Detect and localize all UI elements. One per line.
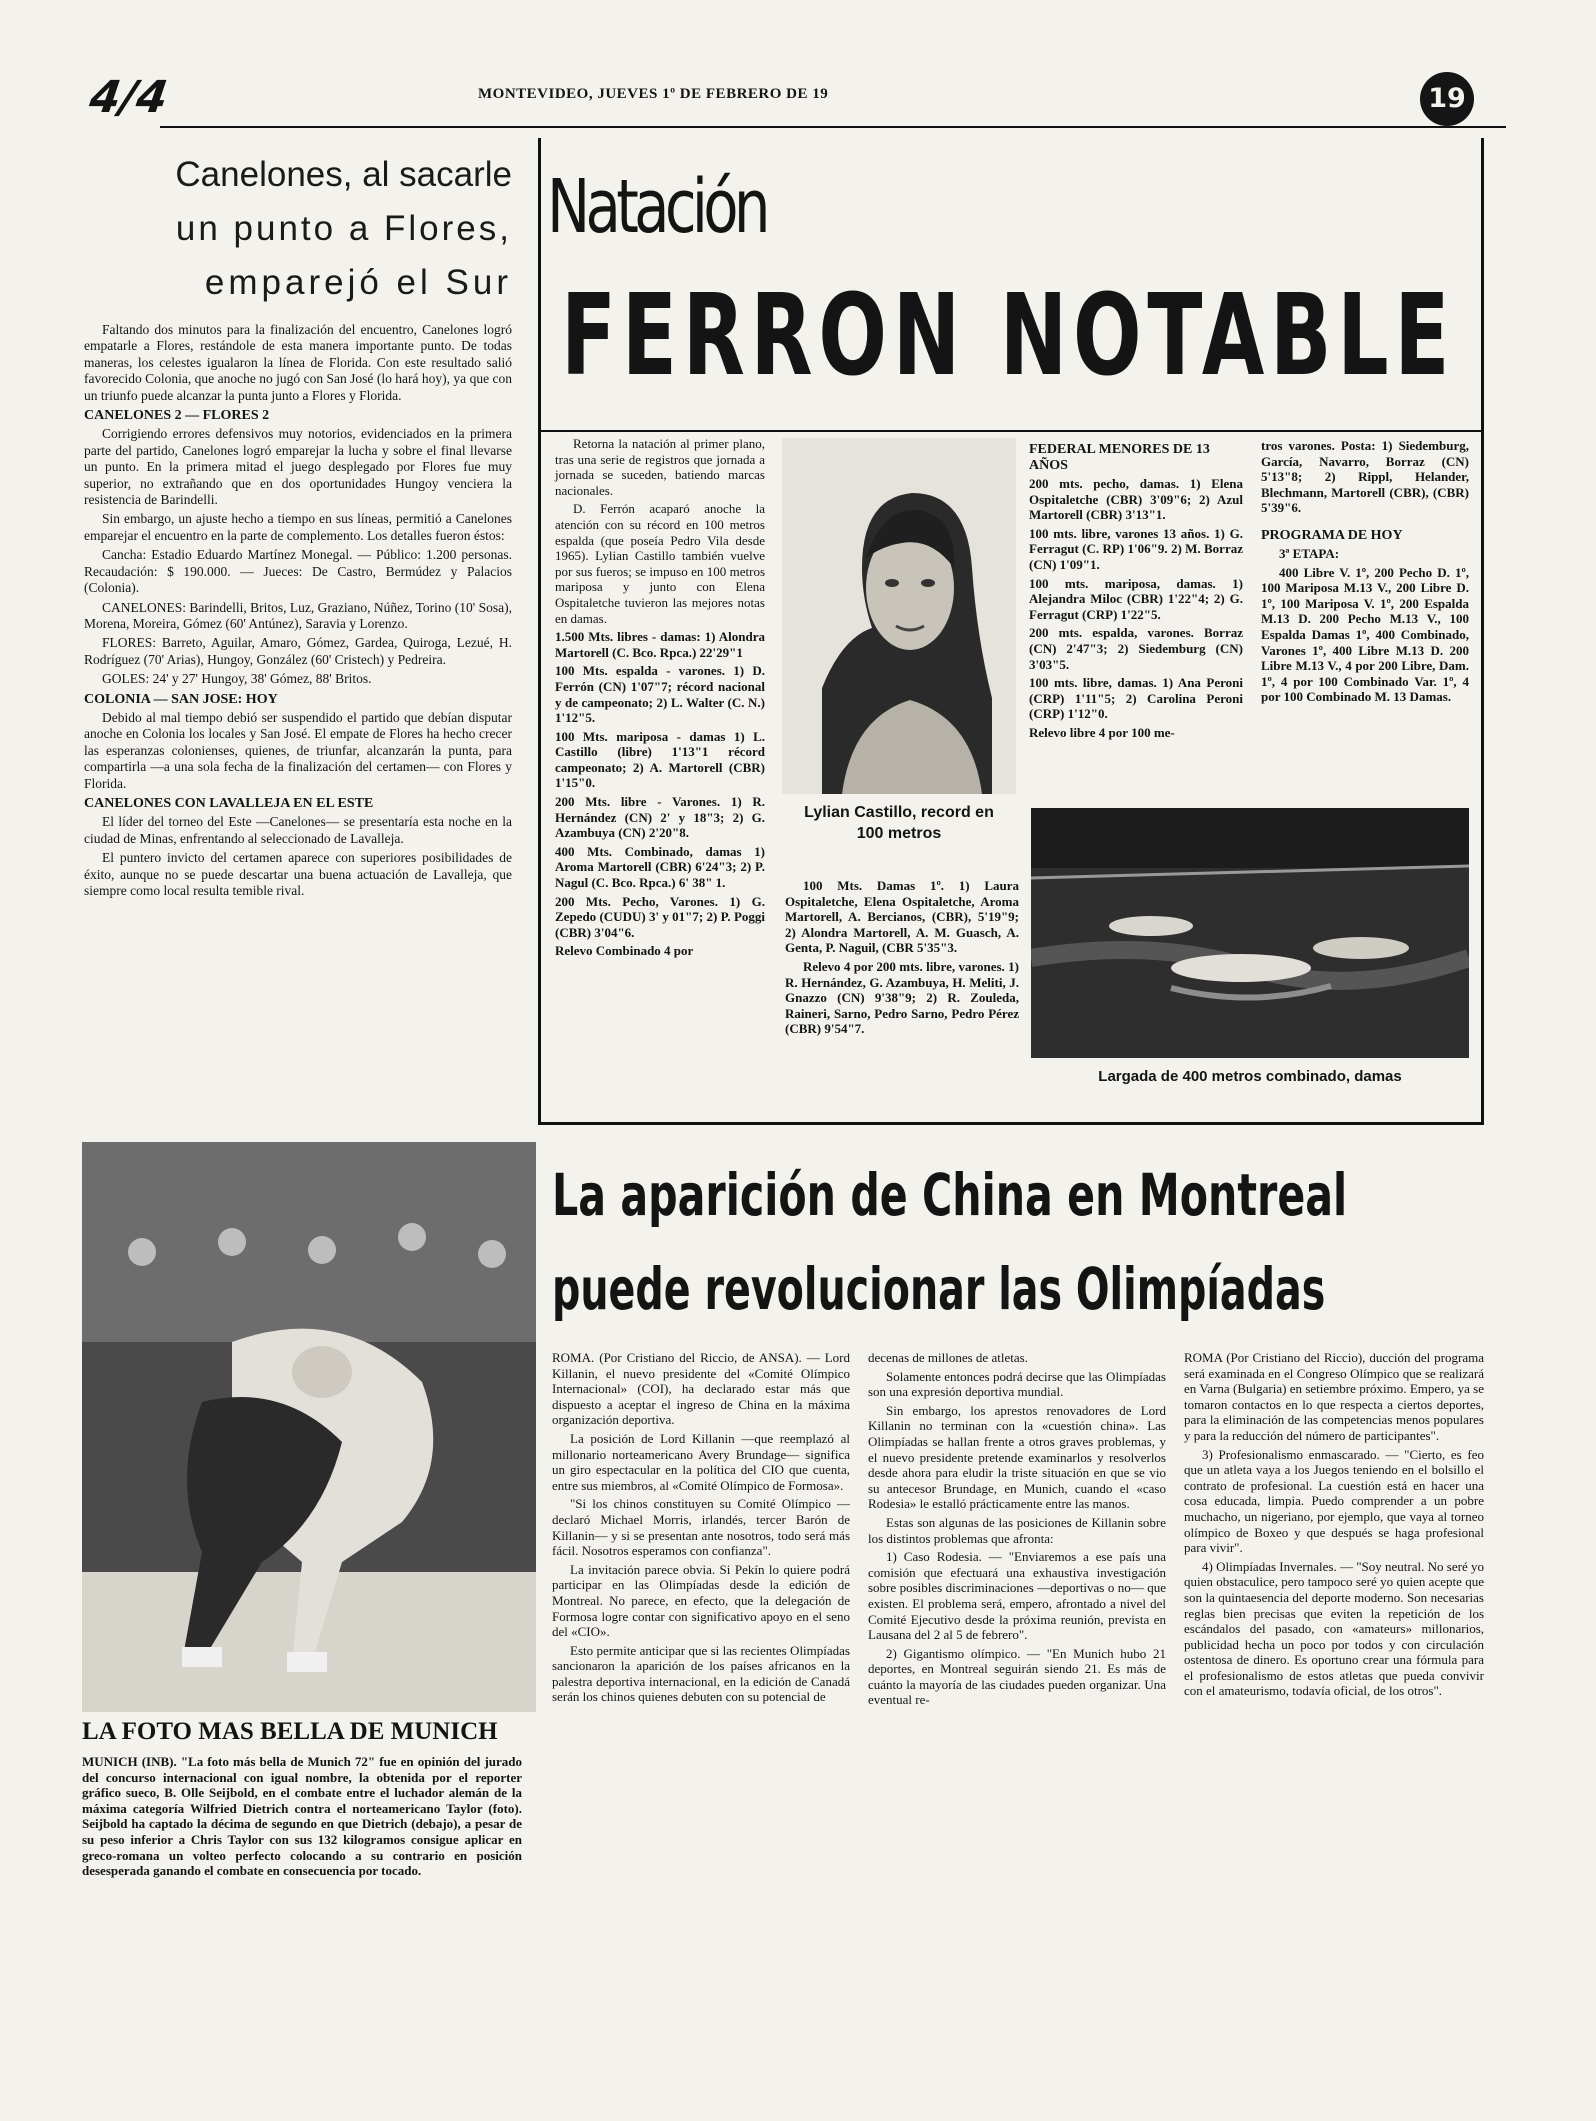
result: 200 Mts. Pecho, Varones. 1) G. Zepedo (CUDU) 3' y 01"7; 2) P. Poggi (CBR) 3'04"6. (555, 893, 765, 940)
paragraph: ROMA. (Por Cristiano del Riccio, de ANSA). — Lord Killanin, el nuevo presidente del «Comité Olímpico Internacional» (COI), ha declarado estar más que dispuesto a aceptar el ingreso de China en la máxima organización deportiva. (552, 1350, 850, 1428)
china-col1 (552, 1350, 850, 1708)
portrait-illustration (782, 438, 1016, 794)
paragraph: decenas de millones de atletas. (868, 1350, 1028, 1365)
programa-list (1261, 546, 1469, 705)
munich-body: MUNICH (INB). "La foto más bella de Munich 72" fue en opinión del jurado del concurso internacional con igual nombre, la obtenida por el reporter gráfico sueco, B. Olle Seijbold, en el combate entre el luchador alemán de la máxima categoría Wilfried Dietrich contra el norteamericano Taylor (foto). Seijbold ha captado la décima de segundo en que Dietrich (debajo), a pesar de su peso inferior a Chris Taylor con sus 132 kilogramos consigue aplicar en greco-romana un volteo perfecto colocando a su contrario en posición desesperada ganando el combate en consecuencia por tocado. (82, 1754, 522, 1879)
result: 200 Mts. libre - Varones. 1) R. Hernández (CN) 2' y 18"3; 2) G. Azambuya (CN) 2'20"8. (555, 794, 765, 841)
china-headline-2: puede revolucionar las Olimpíadas (552, 1255, 1326, 1323)
subhead: CANELONES 2 — FLORES 2 (84, 408, 270, 424)
result: 1.500 Mts. libres - damas: 1) Alondra Martorell (C. Bco. Rpca.) 22'29"1 (555, 629, 765, 660)
masthead-rule (160, 126, 1506, 128)
paragraph: 1) Caso Rodesia. — "Enviaremos a ese país una comisión que efectuará una exhaustiva investigación sobre posibles discriminaciones —deportivas o no— que existen. El problema será, empero, afrontado a nivel del Comité Ejecutivo desde la próxima reunión, prevista en Lausana del 2 al 5 de febrero". (868, 1549, 1166, 1643)
headline-line: Canelones, al sacarle (175, 155, 512, 194)
subhead: PROGRAMA DE HOY (1261, 527, 1403, 543)
natacion-col4 (1261, 438, 1469, 708)
china-col3 (1184, 1350, 1484, 1702)
headline-rule (541, 430, 1481, 432)
paragraph: 2) Gigantismo olímpico. — "En Munich hubo 21 deportes, en Montreal seguirán siendo 21. Es más de cuánto la mayoría de las ciudades pueden organizar. Una eventual re- (868, 1645, 1166, 1708)
result: Relevo libre 4 por 100 me- (1029, 724, 1175, 740)
masthead (86, 70, 1500, 130)
result: 100 Mts. Damas 1º. 1) Laura Ospitaletche, Elena Ospitaletche, Aroma Martorell, A. Bercianos, (CBR), 5'19"9; 2) Alondra Martorell, A. M. Guasch, A. Genta, P. Naguil, (CBR 5'35"3. (785, 878, 1019, 956)
headline-line: un punto a Flores, (175, 209, 512, 248)
paragraph: El líder del torneo del Este —Canelones— se presentaría esta noche en la ciudad de Minas, enfrentando al seleccionado de Lavalleja. (84, 814, 512, 846)
paragraph: FLORES: Barreto, Aguilar, Amaro, Gómez, Gardea, Quiroga, Lezué, H. Rodríguez (70' Arias), Hungoy, González (60' Cristech) y Pedreira. (84, 635, 512, 667)
newspaper-logo: 4/4 (86, 72, 171, 123)
result: 200 mts. pecho, damas. 1) Elena Ospitaletche (CBR) 3'09"6; 2) Azul Martorell (CBR) 3'13"1. (1029, 476, 1243, 523)
munich-article (82, 1716, 522, 1879)
natacion-headline: FERRON NOTABLE (561, 271, 1456, 401)
paragraph: Faltando dos minutos para la finalización del encuentro, Canelones logró empatarle a Flores, restándole de esta manera importante punto. De todas maneras, los celestes igualaron la línea de Florida. Con este resultado salió favorecido Colonia, que anoche no jugó con San José (lo hará hoy), ya que con un triunfo puede alcanzar la punta junto a Flores y Florida. (84, 322, 512, 403)
paragraph: Sin embargo, los aprestos renovadores de Lord Killanin no terminan con la «cuestión china». Las Olimpíadas se hallan frente a otros graves problemas, y el nuevo presidente pretende examinarlos y resolverlos desde ahora para eludir la triste situación en que se vio su antecesor Brundage, en Munich, cuando el «caso Rodesia» le estalló prácticamente entre las manos. (868, 1402, 1166, 1512)
dateline: MONTEVIDEO, JUEVES 1º DE FEBRERO DE 19 (478, 86, 829, 102)
result: 400 Mts. Combinado, damas 1) Aroma Martorell (CBR) 6'24"3; 2) P. Nagul (C. Bco. Rpca.) 6' 38" 1. (555, 843, 765, 891)
pool-caption: Largada de 400 metros combinado, damas (1098, 1068, 1402, 1085)
paragraph: CANELONES: Barindelli, Britos, Luz, Graziano, Núñez, Torino (10' Sosa), Morena, Moreira, Gómez (60' Antúnez), Saravia y Lorenzo. (84, 599, 512, 631)
china-col2 (868, 1350, 1166, 1711)
result: 100 mts. libre, varones 13 años. 1) G. Ferragut (C. RP) 1'06"9. 2) M. Borraz (CN) 1'09"1. (1029, 525, 1243, 572)
page-number: 19 (1420, 72, 1474, 126)
result: 100 Mts. espalda - varones. 1) D. Ferrón (CN) 1'07"7; récord nacional y de campeonato; 2) L. Walter (C. N.) 1'12"5. (555, 663, 765, 726)
natacion-col2 (785, 878, 1019, 1040)
result: Relevo 4 por 200 mts. libre, varones. 1) R. Hernández, G. Azambuya, H. Meliti, J. Gnazzo (CN) 9'38"9; 2) R. Zouleda, Raineri, Sarno, Pedro Sarno, Pedro Pérez (CBR) 9'54"7. (785, 958, 1019, 1037)
paragraph: "Si los chinos constituyen su Comité Olímpico —declaró Michael Morris, irlandés, tercer Barón de Killanin— y si se presentan ante nosotros, todo será más fácil. Nosotros esperamos con confianza". (552, 1496, 850, 1559)
paragraph: ROMA (Por Cristiano del Riccio), ducción del programa será examinada en el Congreso Olímpico que se realizará en Varna (Bulgaria) en setiembre próximo. Empero, ya se tomaron contactos en lo que respecta a ciertos deportes, para la eliminación de las competencias menos populares y para la reducción del número de participantes". (1184, 1350, 1484, 1443)
canelones-body (84, 322, 512, 899)
pool-illustration (1031, 808, 1469, 1058)
paragraph: Corrigiendo errores defensivos muy notorios, evidenciados en la primera parte del partido, Canelones logró emparejar la lucha y sobre el final llevarse un punto. En la primera mitad el juego desplegado por Flores fue muy superior, no extrañando que en dos oportunidades Hungoy venciera la resistencia de Barindelli. (84, 426, 512, 508)
wrestling-photo (82, 1142, 536, 1712)
subhead: COLONIA — SAN JOSE: HOY (84, 691, 278, 707)
result: tros varones. Posta: 1) Siedemburg, García, Navarro, Borraz (CN) 5'13"8; 2) Rippl, Helander, Blechmann, Martorell (CBR), (CBR) 5'39"6. (1261, 438, 1469, 516)
paragraph: Retorna la natación al primer plano, tras una serie de registros que jornada a jornada se suceden, batiendo marcas nacionales. (555, 436, 765, 498)
paragraph: Debido al mal tiempo debió ser suspendido el partido que debían disputar anoche en Colonia los locales y San José. El empate de Flores ha hecho crecer las esperanzas colonienses, quienes, de triunfar, alcanzarán la punta, para compartirla —a una sola fecha de la finalización del certamen— con Flores y Florida. (84, 709, 512, 791)
natacion-box (538, 138, 1484, 1125)
subhead: FEDERAL MENORES DE 13 AÑOS (1029, 442, 1210, 473)
canelones-headline (84, 148, 512, 310)
paragraph: El puntero invicto del certamen aparece con superiores posibilidades de éxito, aunque no se puede descartar una buena actuación de Lavalleja, que siempre como local resulta temible rival. (84, 850, 512, 898)
result: 100 mts. libre, damas. 1) Ana Peroni (CRP) 1'11"5; 2) Carolina Peroni (CRP) 1'12"0. (1029, 675, 1243, 722)
paragraph: La posición de Lord Killanin —que reemplazó al millonario norteamericano Avery Brundage— significa un giro espectacular en la política del CIO que cuenta, entre sus miembros, al «Comité Olímpico de Formosa». (552, 1430, 850, 1493)
paragraph: 3) Profesionalismo enmascarado. — "Cierto, es feo que un atleta vaya a los Juegos teniendo en el bolsillo el contrato de profesional. La cuestión está en hacer una cosa educada, limpia. Puedo comprender a un pobre muchacho, un nigeriano, por ejemplo, que vaya al torneo olímpico de Boxeo y que después se haga profesional para vivir". (1184, 1446, 1484, 1556)
lylian-castillo-photo (782, 438, 1016, 794)
munich-headline: LA FOTO MAS BELLA DE MUNICH (82, 1718, 498, 1745)
paragraph: Estas son algunas de las posiciones de Killanin sobre los distintos problemas que afronta: (868, 1514, 1166, 1546)
result: 200 mts. espalda, varones. Borraz (CN) 2'47"3; 2) Siedemburg (CN) 3'03"5. (1029, 625, 1243, 672)
china-headline-1: La aparición de China en Montreal (552, 1161, 1348, 1229)
natacion-kicker: Natación (547, 164, 766, 250)
headline-line: emparejó el Sur (204, 263, 512, 302)
paragraph: La invitación parece obvia. Si Pekín lo quiere podrá participar en las Olimpíadas desde la edición de Montreal. No parece, en efecto, que la delegación de Formosa logre contar con significativo apoyo en el seno del «CIO». (552, 1561, 850, 1640)
canelones-article (84, 148, 512, 1128)
result: 100 Mts. mariposa - damas 1) L. Castillo (libre) 1'13"1 récord campeonato; 2) A. Martorell (CBR) 1'15"0. (555, 728, 765, 791)
program-events: 400 Libre V. 1º, 200 Pecho D. 1º, 100 Mariposa M.13 V., 200 Libre D. 1º, 100 Mariposa V. 1º, 200 Espalda M.13 D. 200 Pecho M.13 V., 100 Espalda Damas 1º, 400 Combinado, Varones 1º, 400 Libre M.13 D. 200 Libre M.13 V., 4 por 200 Libre, Dam. 1º, 4 por 100 Combinado Var. 1º, 4 por 100 Combinado M. 13 Damas. (1261, 564, 1469, 705)
paragraph: GOLES: 24' y 27' Hungoy, 38' Gómez, 88' Britos. (102, 671, 372, 687)
col3-results (1029, 476, 1243, 741)
paragraph: 4) Olimpíadas Invernales. — "Soy neutral. No seré yo quien obstaculice, pero tampoco seré yo quien acepte que son la quintaesencia del deporte moderno. Son necesarias reglas bien precisas que eviten la repetición de los escándalos del pasado, con «amateurs» millonarios, publicidad hecha un poco por todos y con circulación ostentosa de dinero. Es oportuno crear una fórmula para el profesionalismo de estos atletas que pueda convivir con el amateurismo, todavía oficial, de los otros". (1184, 1558, 1484, 1699)
natacion-col1 (555, 436, 765, 962)
result: 100 mts. mariposa, damas. 1) Alejandra Miloc (CBR) 1'22"4; 2) G. Ferragut (CRP) 1'22"5. (1029, 575, 1243, 622)
result: Relevo Combinado 4 por (555, 943, 694, 959)
program-stage: 3ª ETAPA: (1279, 545, 1340, 561)
paragraph: Cancha: Estadio Eduardo Martínez Monegal. — Público: 1.200 personas. Recaudación: $ 190.000. — Jueces: De Castro, Bermúdez y Palacios (Colonia). (84, 547, 512, 596)
pool-start-photo (1031, 808, 1469, 1058)
paragraph: D. Ferrón acaparó anoche la atención con su récord en 100 metros espalda (que poseía Pedro Vila desde 1965). Lylian Castillo también vuelve por sus fueros; se impuso en 100 metros mariposa y junto con Elena Ospitaletche tuvieron las mejores notas en damas. (555, 501, 765, 626)
lylian-caption: Lylian Castillo, record en 100 metros (804, 804, 994, 842)
paragraph: Sin embargo, un ajuste hecho a tiempo en sus líneas, permitió a Canelones emparejar el encuentro en la parte de complemento. Los detalles fueron éstos: (84, 511, 512, 543)
natacion-col3 (1029, 438, 1243, 744)
paragraph: Solamente entonces podrá decirse que las Olimpíadas son una expresión deportiva mundial. (868, 1368, 1166, 1400)
col4-results (1261, 438, 1469, 516)
wrestling-illustration (82, 1142, 536, 1712)
paragraph: Esto permite anticipar que si las recientes Olimpíadas sancionaron la aparición de los países africanos en la palestra deportiva internacional, en la edición de Canadá serán los chinos quienes debuten con su potencial de (552, 1642, 850, 1705)
subhead: CANELONES CON LAVALLEJA EN EL ESTE (84, 795, 374, 811)
